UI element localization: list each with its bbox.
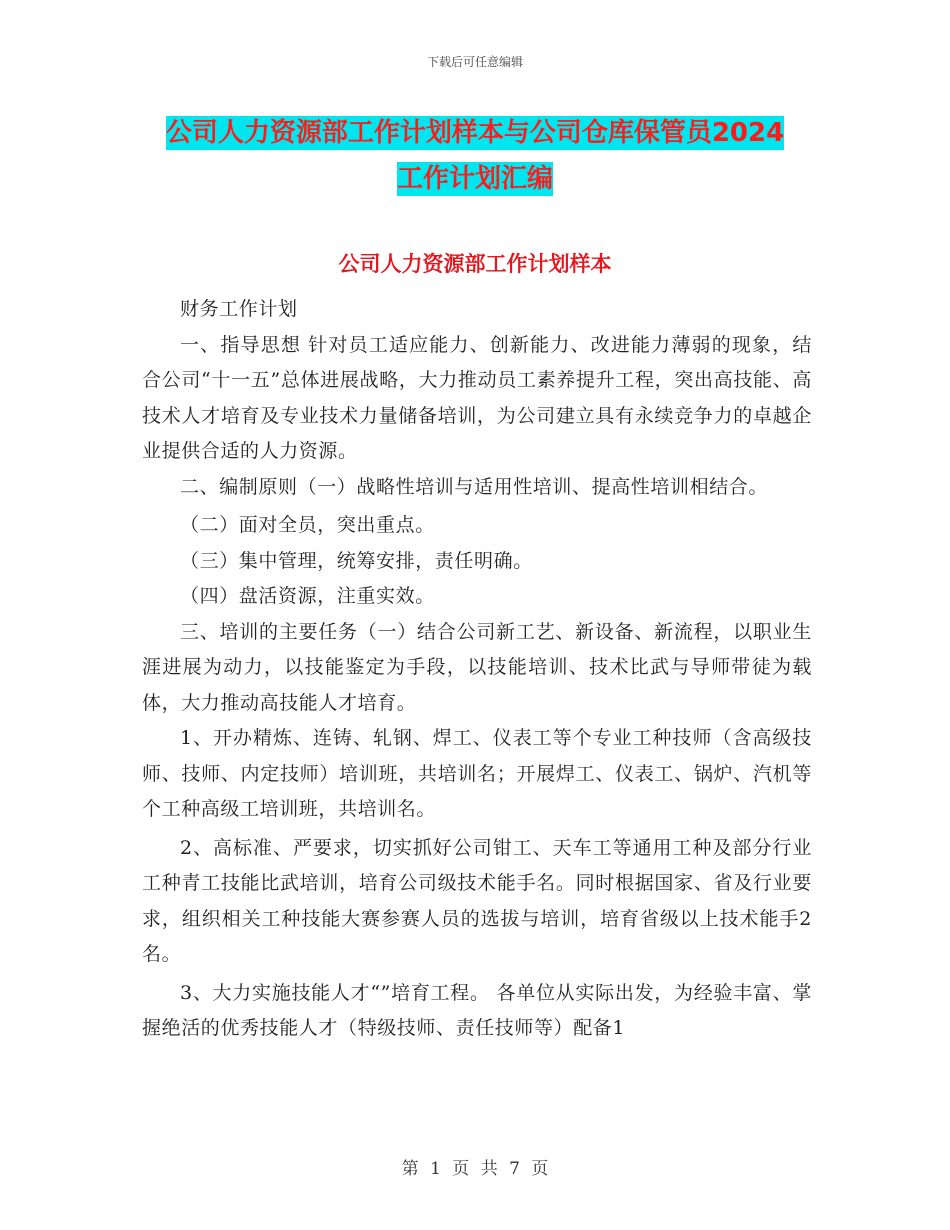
paragraph: （四）盘活资源，注重实效。 bbox=[180, 585, 435, 607]
paragraph: （三）集中管理，统筹安排，责任明确。 bbox=[180, 549, 533, 572]
paragraph: 二、编制原则（一）战略性培训与适用性培训、提高性培训相结合。 bbox=[180, 475, 769, 498]
paragraph: 三、培训的主要任务（一）结合公司新工艺、新设备、新流程，以职业生涯进展为动力，以技能鉴定为手段，以技能培训、技术比武与导师带徒为载体，大力推动高技能人才培育。 bbox=[142, 620, 812, 714]
document-title bbox=[0, 110, 950, 202]
page-footer: 第 1 页 共 7 页 bbox=[401, 1159, 549, 1179]
page-header-note: 下载后可任意编辑 bbox=[426, 55, 523, 69]
document-title-line-2: 工作计划汇编 bbox=[396, 164, 553, 194]
paragraph: 一、指导思想 针对员工适应能力、创新能力、改进能力薄弱的现象，结合公司“十一五”总体进展战略，大力推动员工素养提升工程，突出高技能、高技术人才培育及专业技术力量储备培训，为公司建立具有永续竞争力的卓越企业提供合适的人力资源。 bbox=[142, 333, 812, 462]
paragraph: 2、高标准、严要求，切实抓好公司钳工、天车工等通用工种及部分行业工种青工技能比武培训，培育公司级技术能手名。同时根据国家、省及行业要求，组织相关工种技能大赛参赛人员的选拔与培训，培育省级以上技术能手2名。 bbox=[142, 836, 812, 965]
document-body bbox=[142, 292, 812, 1047]
paragraph: 3、大力实施技能人才“”培育工程。 各单位从实际出发，为经验丰富、掌握绝活的优秀技能人才（特级技师、责任技师等）配备1 bbox=[142, 981, 812, 1039]
paragraph: 1、开办精炼、连铸、轧钢、焊工、仪表工等个专业工种技师（含高级技师、技师、内定技师）培训班，共培训名；开展焊工、仪表工、锅炉、汽机等个工种高级工培训班，共培训名。 bbox=[142, 727, 812, 820]
paragraph: （二）面对全员，突出重点。 bbox=[180, 514, 435, 536]
paragraph: 财务工作计划 bbox=[180, 298, 298, 320]
section-title: 公司人力资源部工作计划样本 bbox=[338, 252, 612, 276]
document-title-line-1: 公司人力资源部工作计划样本与公司仓库保管员2024 bbox=[165, 118, 785, 148]
